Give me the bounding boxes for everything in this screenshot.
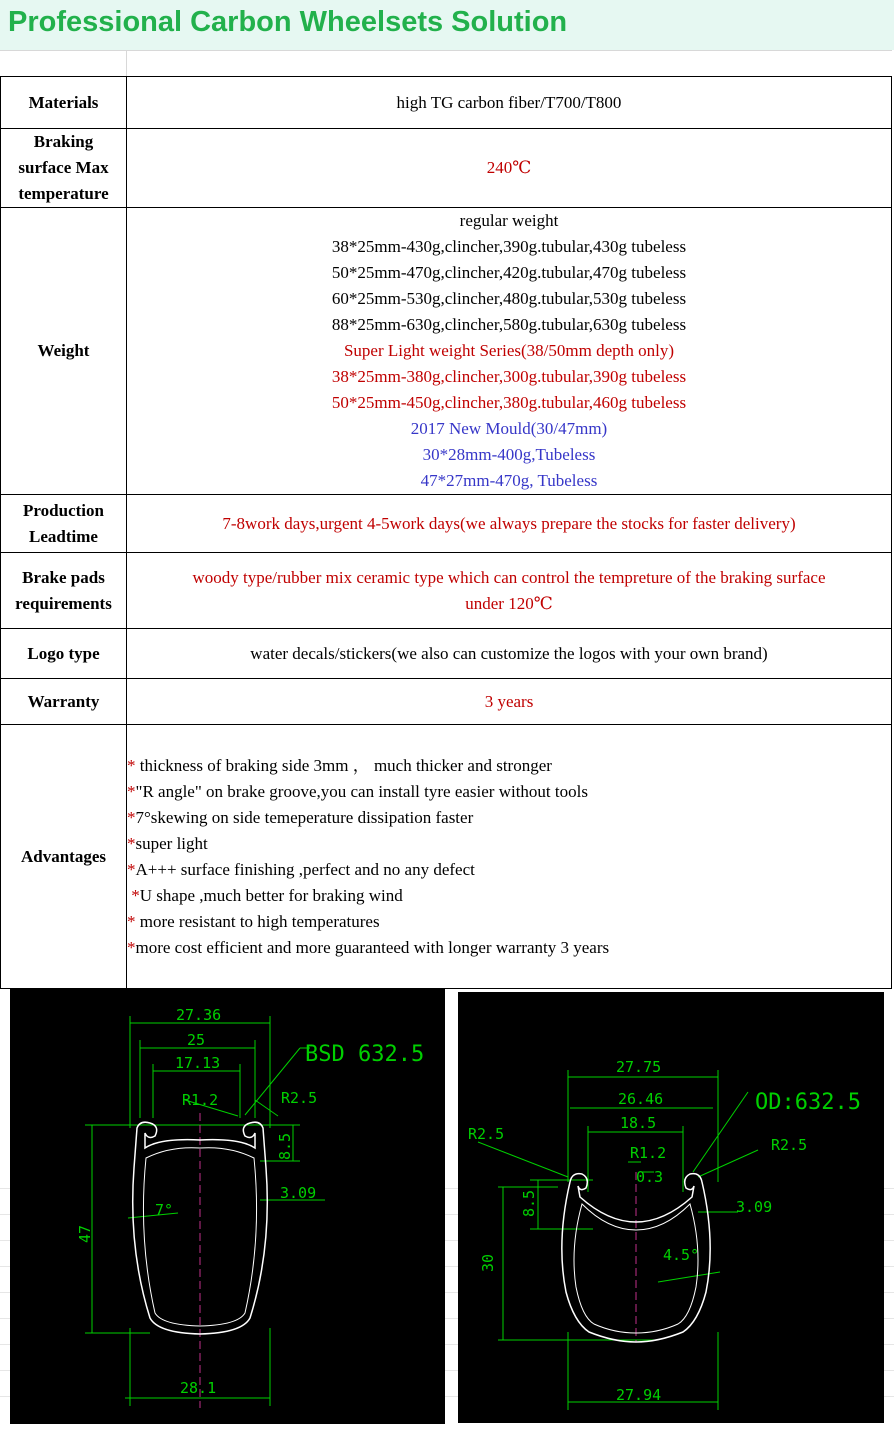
row-materials (1, 77, 892, 129)
dim-radius-center: R1.2 (630, 1144, 667, 1162)
weight-value (127, 208, 892, 495)
weight-line: regular weight (459, 211, 559, 230)
row-weight (1, 208, 892, 495)
advantage-item: *super light (127, 833, 208, 853)
warranty-label: Warranty (1, 679, 127, 725)
leadtime-label (1, 495, 127, 553)
dim-height: 47 (76, 1224, 94, 1243)
dim-radius-left: R2.5 (468, 1125, 505, 1143)
dim-angle: 4.5° (663, 1246, 700, 1264)
brakepads-value (127, 553, 892, 629)
dim-top-outer: 27.36 (176, 1006, 222, 1024)
advantage-item: *U shape ,much better for braking wind (131, 885, 403, 905)
dim-top-inner: 17.13 (175, 1054, 221, 1072)
advantage-item: * thickness of braking side 3mm ， much thicker and stronger (127, 755, 552, 775)
weight-line: 50*25mm-470g,clincher,420g.tubular,470g tubeless (331, 263, 687, 282)
dim-top-inner: 18.5 (620, 1114, 657, 1132)
materials-label: Materials (1, 77, 127, 129)
dim-bsd: BSD 632.5 (305, 1042, 425, 1067)
row-advantages (1, 725, 892, 989)
weight-line: 38*25mm-380g,clincher,300g.tubular,390g tubeless (331, 367, 687, 386)
braking-label-line: surface Max (18, 158, 109, 177)
weight-line: 38*25mm-430g,clincher,390g.tubular,430g tubeless (331, 237, 687, 256)
dim-top-mid: 25 (187, 1031, 206, 1049)
dim-top-outer: 27.75 (616, 1058, 662, 1076)
dim-side-depth: 8.5 (276, 1132, 294, 1160)
leadtime-value: 7-8work days,urgent 4-5work days(we always prepare the stocks for faster delivery) (127, 495, 892, 553)
braking-value: 240℃ (127, 129, 892, 208)
weight-line: 30*28mm-400g,Tubeless (422, 445, 596, 464)
advantage-item: *A+++ surface finishing ,perfect and no any defect (127, 859, 475, 879)
leadtime-label-line: Production (23, 500, 104, 520)
weight-line: 50*25mm-450g,clincher,380g.tubular,460g tubeless (331, 393, 687, 412)
brakepads-label-line: Brake pads (22, 567, 105, 587)
page-title: Professional Carbon Wheelsets Solution (8, 6, 568, 38)
weight-label: Weight (1, 208, 127, 495)
braking-label (1, 129, 127, 208)
weight-line: Super Light weight Series(38/50mm depth only) (343, 341, 675, 360)
leadtime-label-line: Leadtime (29, 526, 98, 546)
dim-center-gap: 0.3 (636, 1168, 664, 1186)
dim-height: 30 (479, 1253, 497, 1272)
weight-line: 88*25mm-630g,clincher,580g.tubular,630g tubeless (331, 315, 687, 334)
advantage-item: *"R angle" on brake groove,you can install tyre easier without tools (127, 781, 588, 801)
row-brakepads (1, 553, 892, 629)
braking-label-line: Braking (33, 132, 94, 151)
rim-profile-left (10, 988, 445, 1424)
logo-value: water decals/stickers(we also can customize the logos with your own brand) (127, 629, 892, 679)
dim-bottom: 27.94 (616, 1386, 662, 1404)
row-logo (1, 629, 892, 679)
dim-side-depth: 8.5 (520, 1189, 538, 1217)
logo-label: Logo type (1, 629, 127, 679)
rim-drawing-right (458, 992, 884, 1423)
row-braking (1, 129, 892, 208)
dim-radius-right: R2.5 (281, 1089, 318, 1107)
brakepads-label (1, 553, 127, 629)
row-warranty (1, 679, 892, 725)
weight-line: 60*25mm-530g,clincher,480g.tubular,530g tubeless (331, 289, 687, 308)
title-bar (0, 0, 894, 50)
dim-radius-right: R2.5 (771, 1136, 808, 1154)
weight-line: 47*27mm-470g, Tubeless (420, 471, 598, 490)
weight-line: 2017 New Mould(30/47mm) (410, 419, 608, 438)
dim-side-thick: 3.09 (280, 1184, 317, 1202)
spec-table (0, 76, 892, 989)
advantages-label: Advantages (1, 725, 127, 989)
dim-bottom: 28.1 (180, 1379, 217, 1397)
brakepads-label-line: requirements (15, 593, 112, 613)
dim-top-mid: 26.46 (618, 1090, 664, 1108)
dim-side-thick: 3.09 (736, 1198, 773, 1216)
dim-angle: 7° (155, 1201, 174, 1219)
braking-label-line: temperature (18, 184, 109, 203)
materials-value: high TG carbon fiber/T700/T800 (127, 77, 892, 129)
brakepads-value-line: under 120℃ (465, 593, 553, 613)
advantage-item: *more cost efficient and more guaranteed with longer warranty 3 years (127, 937, 610, 957)
advantages-value (127, 725, 892, 989)
spacer-row (0, 50, 892, 77)
rim-drawing-left (10, 988, 445, 1424)
brakepads-value-line: woody type/rubber mix ceramic type which can control the tempreture of the braking surface (192, 567, 826, 587)
warranty-value: 3 years (127, 679, 892, 725)
row-leadtime (1, 495, 892, 553)
rim-profile-right (458, 992, 884, 1423)
advantage-item: *7°skewing on side temeperature dissipation faster (127, 807, 474, 827)
dim-radius-left: R1.2 (182, 1091, 219, 1109)
advantage-item: * more resistant to high temperatures (127, 911, 380, 931)
dim-od: OD:632.5 (755, 1090, 861, 1115)
